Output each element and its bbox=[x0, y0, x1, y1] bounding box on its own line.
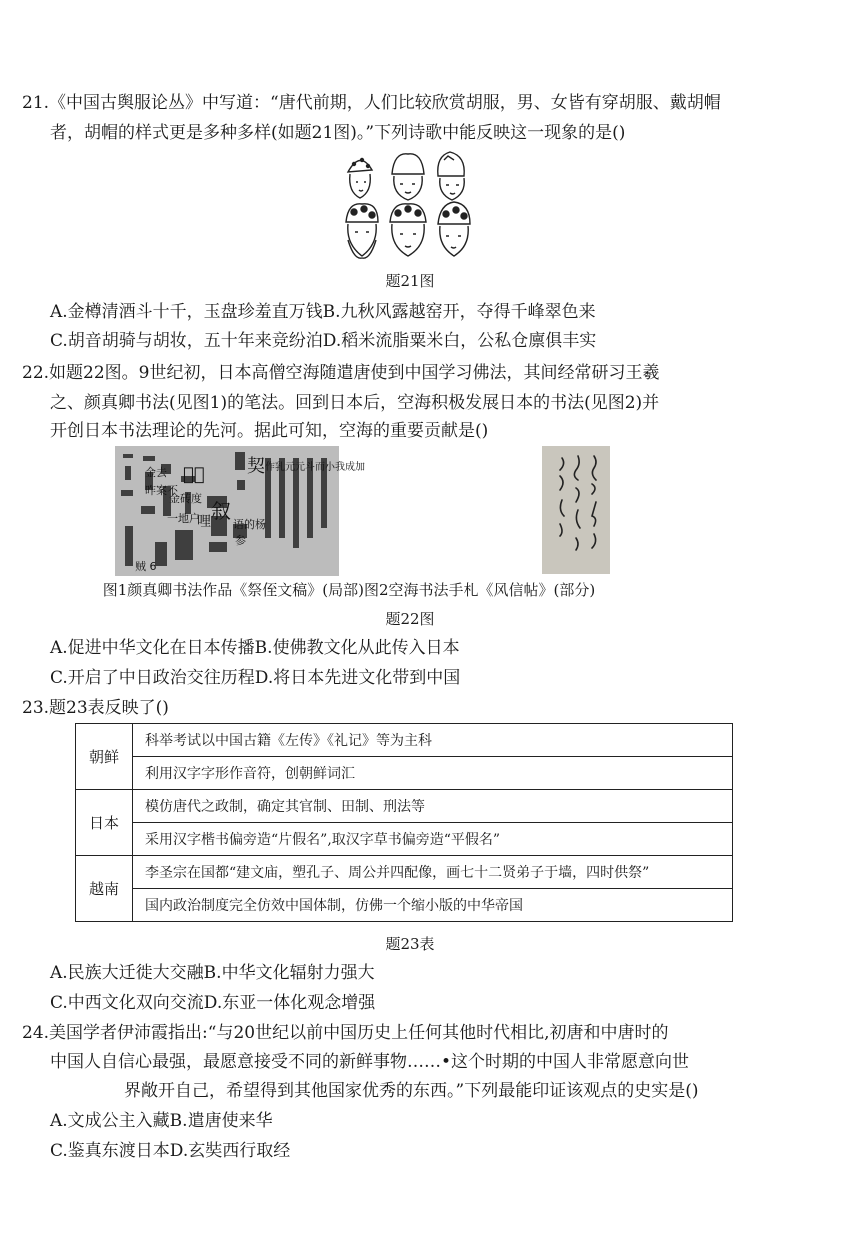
q24-options-line2: C.鉴真东渡日本D.玄奘西行取经 bbox=[50, 1141, 291, 1161]
table-row bbox=[76, 757, 733, 790]
q24-options-line1: A.文成公主入藏B.遣唐使来华 bbox=[50, 1111, 273, 1131]
q21-figure-caption: 题21图 bbox=[385, 272, 435, 290]
country-cell: 朝鲜 bbox=[76, 724, 133, 790]
q24-stem-line3: 界敞开自己，希望得到其他国家优秀的东西。”下列最能印证该观点的史实是() bbox=[124, 1081, 699, 1101]
country-cell: 日本 bbox=[76, 790, 133, 856]
q21-stem-line2: 者，胡帽的样式更是多种多样(如题21图)。”下列诗歌中能反映这一现象的是() bbox=[50, 123, 626, 143]
svg-text:哩: 哩 bbox=[197, 514, 211, 530]
q22-figure-caption: 题22图 bbox=[385, 610, 435, 628]
svg-text:𰁉兵: 𰁉兵 bbox=[183, 464, 205, 485]
q22-options-line2: C.开启了中日政治交往历程D.将日本先进文化带到中国 bbox=[50, 668, 461, 688]
table-row bbox=[76, 856, 733, 889]
q21-options-line2: C.胡音胡骑与胡妆，五十年来竞纷泊D.稻米流脂粟米白，公私仓廪俱丰实 bbox=[50, 331, 597, 351]
hat-figure-1 bbox=[348, 159, 372, 199]
kukai-calligraphy-image bbox=[542, 446, 610, 574]
q22-options-line1: A.促进中华文化在日本传播B.使佛教文化从此传入日本 bbox=[50, 638, 460, 658]
q21-hu-hats-figure bbox=[340, 152, 476, 264]
q23-options-line2: C.中西文化双向交流D.东亚一体化观念增强 bbox=[50, 993, 376, 1013]
table-cell: 国内政治制度完全仿效中国体制，仿佛一个缩小版的中华帝国 bbox=[133, 889, 733, 922]
q23-stem: 23.题23表反映了() bbox=[22, 698, 169, 718]
svg-text:语的杨: 语的杨 bbox=[233, 518, 266, 531]
svg-text:作乳元元斗而小我成加: 作乳元元斗而小我成加 bbox=[265, 462, 365, 473]
svg-text:昨案不: 昨案不 bbox=[145, 484, 178, 497]
table-row bbox=[76, 790, 733, 823]
svg-text:贼 6: 贼 6 bbox=[135, 560, 157, 573]
table-cell: 采用汉字楷书偏旁造“片假名”,取汉字草书偏旁造“平假名” bbox=[133, 823, 733, 856]
hat-figure-5 bbox=[390, 204, 426, 256]
q21-stem-line1: 21.《中国古舆服论丛》中写道：“唐代前期，人们比较欣赏胡服，男、女皆有穿胡服、戴胡帽 bbox=[22, 93, 721, 113]
table-cell: 李圣宗在国都“建文庙，塑孔子、周公并四配像，画七十二贤弟子于墙，四时供祭” bbox=[133, 856, 733, 889]
q21-options-line1: A.金樽清酒斗十千，玉盘珍羞直万钱B.九秋风露越窑开，夺得千峰翠色来 bbox=[50, 302, 596, 322]
table-cell: 模仿唐代之政制，确定其官制、田制、刑法等 bbox=[133, 790, 733, 823]
svg-text:金去: 金去 bbox=[145, 466, 167, 479]
q22-stem-line2: 之、颜真卿书法(见图1)的笔法。回到日本后，空海积极发展日本的书法(见图2)并 bbox=[50, 393, 660, 413]
hat-figure-4 bbox=[346, 204, 378, 258]
q22-stem-line1: 22.如题22图。9世纪初，日本高僧空海随遣唐使到中国学习佛法，其间经常研习王羲 bbox=[22, 363, 660, 383]
hat-figure-3 bbox=[438, 152, 465, 200]
hat-figure-6 bbox=[438, 202, 470, 256]
q24-stem-line2: 中国人自信心最强，最愿意接受不同的新鲜事物……•这个时期的中国人非常愿意向世 bbox=[50, 1052, 690, 1072]
svg-text:金砖度: 金砖度 bbox=[169, 492, 202, 505]
q22-stem-line3: 开创日本书法理论的先河。据此可知，空海的重要贡献是() bbox=[50, 421, 489, 441]
table-cell: 科举考试以中国古籍《左传》《礼记》等为主科 bbox=[133, 724, 733, 757]
table-cell: 利用汉字字形作音符，创朝鲜词汇 bbox=[133, 757, 733, 790]
q24-stem-line1: 24.美国学者伊沛霞指出:“与20世纪以前中国历史上任何其他时代相比,初唐和中唐时的 bbox=[22, 1023, 669, 1043]
q23-options-line1: A.民族大迁徙大交融B.中华文化辐射力强大 bbox=[50, 963, 375, 983]
q23-table bbox=[75, 723, 733, 922]
svg-text:契: 契 bbox=[247, 456, 265, 477]
q23-table-caption: 题23表 bbox=[385, 935, 435, 953]
table-row bbox=[76, 724, 733, 757]
svg-text:一地户: 一地户 bbox=[167, 512, 200, 525]
country-cell: 越南 bbox=[76, 856, 133, 922]
svg-text:叙: 叙 bbox=[211, 499, 231, 523]
table-row bbox=[76, 823, 733, 856]
svg-text:参: 参 bbox=[235, 534, 246, 547]
hat-figure-2 bbox=[392, 154, 424, 200]
q22-image-caption: 图1颜真卿书法作品《祭侄文稿》(局部)图2空海书法手札《风信帖》(部分) bbox=[102, 581, 596, 599]
table-row bbox=[76, 889, 733, 922]
yan-zhenqing-calligraphy-image bbox=[115, 446, 365, 576]
